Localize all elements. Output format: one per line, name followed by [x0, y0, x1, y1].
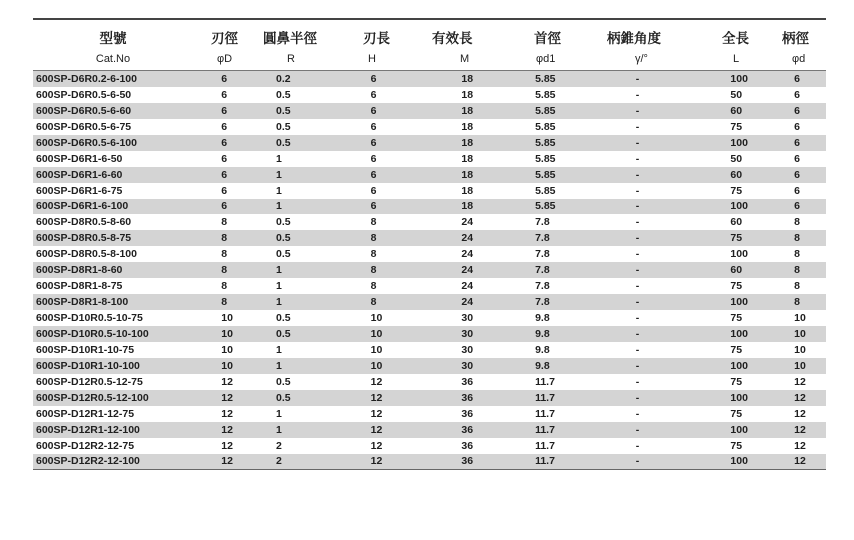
cell-taper-angle: -	[635, 152, 640, 165]
table-row	[33, 71, 826, 87]
cell-taper-angle: -	[635, 72, 640, 85]
cell-corner-radius: 0.5	[276, 136, 291, 149]
cell-blade-diameter: 12	[221, 439, 233, 452]
cell-corner-radius: 1	[276, 184, 282, 197]
cell-blade-length: 12	[370, 423, 383, 436]
cell-overall-length: 75	[730, 312, 743, 325]
cell-blade-diameter: 8	[221, 248, 228, 261]
cell-effective-length: 36	[461, 375, 474, 388]
cell-overall-length: 75	[730, 232, 743, 245]
cell-neck-diameter: 5.85	[535, 200, 556, 213]
cell-blade-length: 10	[370, 359, 383, 372]
cell-effective-length: 18	[461, 184, 474, 197]
cell-effective-length: 24	[461, 296, 474, 309]
table-row	[33, 214, 826, 230]
cell-cat-no: 600SP-D10R0.5-10-75	[36, 312, 143, 325]
cell-overall-length: 100	[730, 327, 748, 340]
cell-blade-length: 12	[370, 455, 383, 468]
cell-taper-angle: -	[635, 359, 640, 372]
cell-blade-diameter: 12	[221, 423, 233, 436]
cell-cat-no: 600SP-D12R2-12-100	[36, 455, 140, 468]
cell-shank-diameter: 10	[794, 343, 806, 356]
cell-corner-radius: 0.5	[276, 327, 291, 340]
cell-corner-radius: 1	[276, 407, 282, 420]
cell-neck-diameter: 5.85	[535, 184, 556, 197]
cell-corner-radius: 0.5	[276, 375, 291, 388]
cell-blade-diameter: 12	[221, 391, 233, 404]
cell-shank-diameter: 8	[794, 248, 800, 261]
cell-corner-radius: 1	[276, 152, 282, 165]
cell-corner-radius: 0.5	[276, 391, 291, 404]
cell-corner-radius: 1	[276, 343, 282, 356]
cell-overall-length: 75	[730, 184, 743, 197]
cell-effective-length: 30	[461, 327, 474, 340]
cell-shank-diameter: 8	[794, 264, 800, 277]
header-r: R	[287, 53, 295, 65]
table-row	[33, 358, 826, 374]
cell-blade-length: 8	[370, 248, 377, 261]
cell-effective-length: 18	[461, 104, 474, 117]
cell-neck-diameter: 5.85	[535, 168, 556, 181]
cell-blade-diameter: 12	[221, 375, 233, 388]
cell-effective-length: 36	[461, 439, 474, 452]
cell-neck-diameter: 7.8	[535, 280, 550, 293]
cell-blade-length: 6	[370, 168, 377, 181]
cell-neck-diameter: 5.85	[535, 136, 556, 149]
cell-corner-radius: 1	[276, 359, 282, 372]
table-row	[33, 294, 826, 310]
cell-cat-no: 600SP-D6R0.5-6-50	[36, 88, 132, 101]
cell-blade-length: 8	[370, 280, 377, 293]
cell-shank-diameter: 6	[794, 184, 800, 197]
cell-taper-angle: -	[635, 280, 640, 293]
cell-shank-diameter: 8	[794, 296, 800, 309]
cell-blade-length: 12	[370, 391, 383, 404]
cell-blade-diameter: 12	[221, 455, 233, 468]
cell-effective-length: 18	[461, 88, 474, 101]
table-row	[33, 390, 826, 406]
cell-taper-angle: -	[635, 327, 640, 340]
cell-corner-radius: 1	[276, 423, 282, 436]
cell-blade-diameter: 6	[221, 168, 228, 181]
cell-blade-diameter: 6	[221, 120, 228, 133]
cell-blade-diameter: 6	[221, 152, 228, 165]
cell-cat-no: 600SP-D12R0.5-12-75	[36, 375, 143, 388]
cell-cat-no: 600SP-D6R0.5-6-100	[36, 136, 137, 149]
cell-neck-diameter: 11.7	[535, 391, 555, 404]
table-row	[33, 119, 826, 135]
table-row	[33, 422, 826, 438]
header-blade-diameter-zh: 刃徑	[211, 31, 238, 46]
cell-cat-no: 600SP-D10R1-10-75	[36, 343, 135, 356]
header-gamma: γ/°	[635, 53, 648, 65]
cell-overall-length: 100	[730, 248, 748, 261]
cell-overall-length: 75	[730, 343, 743, 356]
cell-blade-length: 6	[370, 152, 377, 165]
cell-cat-no: 600SP-D6R0.5-6-75	[36, 120, 132, 133]
table-row	[33, 87, 826, 103]
cell-corner-radius: 0.5	[276, 248, 291, 261]
cell-effective-length: 36	[461, 455, 474, 468]
cell-corner-radius: 1	[276, 168, 282, 181]
cell-taper-angle: -	[635, 248, 640, 261]
cell-effective-length: 18	[461, 152, 474, 165]
header-row-zh	[33, 20, 826, 48]
cell-shank-diameter: 6	[794, 136, 800, 149]
cell-cat-no: 600SP-D8R1-8-100	[36, 296, 129, 309]
cell-cat-no: 600SP-D6R1-6-75	[36, 184, 123, 197]
cell-cat-no: 600SP-D8R0.5-8-100	[36, 248, 137, 261]
cell-effective-length: 18	[461, 200, 474, 213]
cell-effective-length: 18	[461, 136, 474, 149]
cell-effective-length: 24	[461, 216, 474, 229]
cell-blade-diameter: 8	[221, 232, 228, 245]
cell-taper-angle: -	[635, 216, 640, 229]
cell-blade-length: 6	[370, 120, 377, 133]
cell-shank-diameter: 8	[794, 216, 800, 229]
table-bottom-rule	[33, 469, 826, 470]
cell-shank-diameter: 10	[794, 312, 806, 325]
cell-corner-radius: 1	[276, 264, 282, 277]
cell-effective-length: 18	[461, 120, 474, 133]
cell-shank-diameter: 6	[794, 152, 800, 165]
cell-neck-diameter: 11.7	[535, 439, 555, 452]
cell-corner-radius: 0.5	[276, 216, 291, 229]
cell-taper-angle: -	[635, 232, 640, 245]
cell-shank-diameter: 6	[794, 168, 800, 181]
cell-shank-diameter: 6	[794, 72, 800, 85]
cell-corner-radius: 2	[276, 439, 282, 452]
cell-effective-length: 18	[461, 72, 474, 85]
cell-corner-radius: 0.5	[276, 88, 291, 101]
cell-taper-angle: -	[635, 104, 640, 117]
cell-taper-angle: -	[635, 391, 640, 404]
table-row	[33, 167, 826, 183]
cell-overall-length: 60	[730, 104, 743, 117]
table-row	[33, 406, 826, 422]
cell-blade-diameter: 8	[221, 280, 228, 293]
table-row	[33, 438, 826, 454]
header-row-symbols	[33, 48, 826, 71]
cell-shank-diameter: 6	[794, 104, 800, 117]
cell-overall-length: 75	[730, 439, 743, 452]
cell-blade-length: 6	[370, 88, 377, 101]
cell-effective-length: 36	[461, 407, 474, 420]
cell-cat-no: 600SP-D10R1-10-100	[36, 359, 140, 372]
cell-cat-no: 600SP-D8R0.5-8-60	[36, 216, 132, 229]
table-row	[33, 342, 826, 358]
spec-table	[33, 18, 826, 470]
cell-blade-length: 12	[370, 439, 383, 452]
cell-taper-angle: -	[635, 296, 640, 309]
cell-shank-diameter: 10	[794, 359, 806, 372]
cell-blade-length: 10	[370, 312, 383, 325]
cell-blade-diameter: 10	[221, 327, 233, 340]
cell-corner-radius: 1	[276, 280, 282, 293]
cell-blade-diameter: 6	[221, 200, 228, 213]
cell-effective-length: 24	[461, 232, 474, 245]
cell-corner-radius: 2	[276, 455, 282, 468]
cell-taper-angle: -	[635, 312, 640, 325]
cell-blade-diameter: 10	[221, 359, 233, 372]
cell-effective-length: 36	[461, 391, 474, 404]
table-row	[33, 103, 826, 119]
cell-neck-diameter: 11.7	[535, 423, 555, 436]
cell-neck-diameter: 7.8	[535, 248, 550, 261]
header-cat-no: Cat.No	[95, 53, 131, 65]
header-shank-diameter-zh: 柄徑	[782, 31, 809, 46]
cell-neck-diameter: 11.7	[535, 375, 555, 388]
cell-taper-angle: -	[635, 455, 640, 468]
cell-overall-length: 100	[730, 391, 748, 404]
table-row	[33, 135, 826, 151]
cell-taper-angle: -	[635, 200, 640, 213]
header-phi-d: φD	[217, 53, 233, 65]
cell-shank-diameter: 8	[794, 232, 800, 245]
cell-shank-diameter: 12	[794, 391, 806, 404]
cell-overall-length: 100	[730, 359, 748, 372]
cell-cat-no: 600SP-D6R1-6-50	[36, 152, 123, 165]
cell-taper-angle: -	[635, 375, 640, 388]
cell-neck-diameter: 5.85	[535, 120, 556, 133]
cell-blade-length: 6	[370, 72, 377, 85]
cell-blade-diameter: 8	[221, 296, 228, 309]
header-effective-length-zh: 有效長	[432, 31, 473, 46]
cell-corner-radius: 0.5	[276, 312, 291, 325]
cell-overall-length: 75	[730, 407, 743, 420]
cell-shank-diameter: 8	[794, 280, 800, 293]
cell-effective-length: 30	[461, 343, 474, 356]
cell-blade-length: 6	[370, 104, 377, 117]
cell-neck-diameter: 5.85	[535, 104, 556, 117]
cell-taper-angle: -	[635, 88, 640, 101]
cell-overall-length: 60	[730, 264, 743, 277]
cell-neck-diameter: 5.85	[535, 88, 556, 101]
cell-taper-angle: -	[635, 136, 640, 149]
table-row	[33, 374, 826, 390]
header-blade-length-zh: 刃長	[363, 31, 390, 46]
cell-cat-no: 600SP-D8R1-8-75	[36, 280, 123, 293]
cell-blade-length: 6	[370, 184, 377, 197]
cell-shank-diameter: 10	[794, 327, 806, 340]
cell-corner-radius: 0.5	[276, 232, 291, 245]
cell-cat-no: 600SP-D12R0.5-12-100	[36, 391, 149, 404]
cell-shank-diameter: 6	[794, 88, 800, 101]
cell-overall-length: 60	[730, 168, 743, 181]
header-m: M	[460, 53, 470, 65]
cell-blade-length: 12	[370, 407, 383, 420]
header-taper-angle-zh: 柄錐角度	[607, 31, 661, 46]
cell-overall-length: 100	[730, 296, 748, 309]
cell-blade-diameter: 6	[221, 136, 228, 149]
cell-cat-no: 600SP-D6R1-6-100	[36, 200, 129, 213]
table-row	[33, 278, 826, 294]
cell-overall-length: 50	[730, 152, 743, 165]
cell-neck-diameter: 11.7	[535, 455, 555, 468]
cell-blade-length: 8	[370, 296, 377, 309]
cell-taper-angle: -	[635, 407, 640, 420]
cell-shank-diameter: 6	[794, 120, 800, 133]
cell-neck-diameter: 7.8	[535, 232, 550, 245]
cell-blade-diameter: 6	[221, 88, 228, 101]
cell-shank-diameter: 12	[794, 455, 806, 468]
cell-taper-angle: -	[635, 184, 640, 197]
header-phi-d1: φd1	[536, 53, 556, 65]
header-neck-diameter-zh: 首徑	[534, 31, 561, 46]
cell-neck-diameter: 9.8	[535, 343, 550, 356]
cell-overall-length: 60	[730, 216, 743, 229]
table-body	[33, 71, 826, 469]
table-row	[33, 230, 826, 246]
cell-overall-length: 75	[730, 375, 743, 388]
table-row	[33, 183, 826, 199]
cell-neck-diameter: 5.85	[535, 152, 556, 165]
cell-effective-length: 24	[461, 264, 474, 277]
cell-corner-radius: 0.2	[276, 72, 291, 85]
cell-blade-length: 8	[370, 232, 377, 245]
cell-shank-diameter: 12	[794, 407, 806, 420]
cell-cat-no: 600SP-D6R0.2-6-100	[36, 72, 137, 85]
header-cat-no-zh: 型號	[99, 31, 127, 46]
cell-overall-length: 100	[730, 72, 748, 85]
header-overall-length-zh: 全長	[722, 31, 749, 46]
cell-blade-diameter: 6	[221, 104, 228, 117]
cell-blade-diameter: 8	[221, 216, 228, 229]
table-row	[33, 326, 826, 342]
cell-blade-length: 10	[370, 327, 383, 340]
table-row	[33, 262, 826, 278]
cell-taper-angle: -	[635, 120, 640, 133]
table-row	[33, 151, 826, 167]
cell-shank-diameter: 12	[794, 439, 806, 452]
cell-shank-diameter: 12	[794, 375, 806, 388]
cell-overall-length: 100	[730, 200, 748, 213]
cell-blade-length: 8	[370, 264, 377, 277]
cell-blade-diameter: 10	[221, 312, 233, 325]
cell-neck-diameter: 11.7	[535, 407, 555, 420]
cell-cat-no: 600SP-D12R2-12-75	[36, 439, 135, 452]
cell-overall-length: 75	[730, 280, 743, 293]
cell-shank-diameter: 6	[794, 200, 800, 213]
cell-neck-diameter: 5.85	[535, 72, 556, 85]
header-phi-d-shank: φd	[792, 53, 806, 65]
cell-effective-length: 36	[461, 423, 474, 436]
cell-corner-radius: 0.5	[276, 104, 291, 117]
cell-blade-length: 12	[370, 375, 383, 388]
cell-corner-radius: 1	[276, 296, 282, 309]
cell-cat-no: 600SP-D8R1-8-60	[36, 264, 123, 277]
cell-cat-no: 600SP-D10R0.5-10-100	[36, 327, 149, 340]
table-row	[33, 310, 826, 326]
cell-cat-no: 600SP-D12R1-12-75	[36, 407, 135, 420]
cell-effective-length: 30	[461, 312, 474, 325]
cell-taper-angle: -	[635, 168, 640, 181]
cell-taper-angle: -	[635, 439, 640, 452]
cell-effective-length: 24	[461, 248, 474, 261]
cell-neck-diameter: 9.8	[535, 312, 550, 325]
cell-overall-length: 100	[730, 423, 748, 436]
cell-blade-length: 10	[370, 343, 383, 356]
cell-taper-angle: -	[635, 343, 640, 356]
header-corner-radius-zh: 圓鼻半徑	[263, 31, 317, 46]
cell-neck-diameter: 7.8	[535, 296, 550, 309]
header-h: H	[368, 53, 376, 65]
cell-neck-diameter: 9.8	[535, 327, 550, 340]
cell-blade-diameter: 6	[221, 184, 228, 197]
cell-neck-diameter: 7.8	[535, 264, 550, 277]
cell-blade-diameter: 8	[221, 264, 228, 277]
cell-cat-no: 600SP-D12R1-12-100	[36, 423, 140, 436]
table-row	[33, 454, 826, 470]
cell-taper-angle: -	[635, 264, 640, 277]
table-row	[33, 246, 826, 262]
cell-cat-no: 600SP-D8R0.5-8-75	[36, 232, 132, 245]
cell-overall-length: 75	[730, 120, 743, 133]
cell-effective-length: 30	[461, 359, 474, 372]
cell-effective-length: 24	[461, 280, 474, 293]
cell-blade-length: 6	[370, 200, 377, 213]
cell-overall-length: 50	[730, 88, 743, 101]
cell-blade-length: 8	[370, 216, 377, 229]
cell-taper-angle: -	[635, 423, 640, 436]
table-row	[33, 199, 826, 215]
cell-blade-diameter: 6	[221, 72, 228, 85]
cell-blade-diameter: 10	[221, 343, 233, 356]
cell-neck-diameter: 7.8	[535, 216, 550, 229]
cell-blade-diameter: 12	[221, 407, 233, 420]
cell-blade-length: 6	[370, 136, 377, 149]
cell-neck-diameter: 9.8	[535, 359, 550, 372]
cell-corner-radius: 0.5	[276, 120, 291, 133]
cell-overall-length: 100	[730, 455, 748, 468]
cell-cat-no: 600SP-D6R0.5-6-60	[36, 104, 132, 117]
cell-effective-length: 18	[461, 168, 474, 181]
cell-overall-length: 100	[730, 136, 748, 149]
cell-corner-radius: 1	[276, 200, 282, 213]
cell-cat-no: 600SP-D6R1-6-60	[36, 168, 123, 181]
header-l: L	[733, 53, 740, 65]
cell-shank-diameter: 12	[794, 423, 806, 436]
